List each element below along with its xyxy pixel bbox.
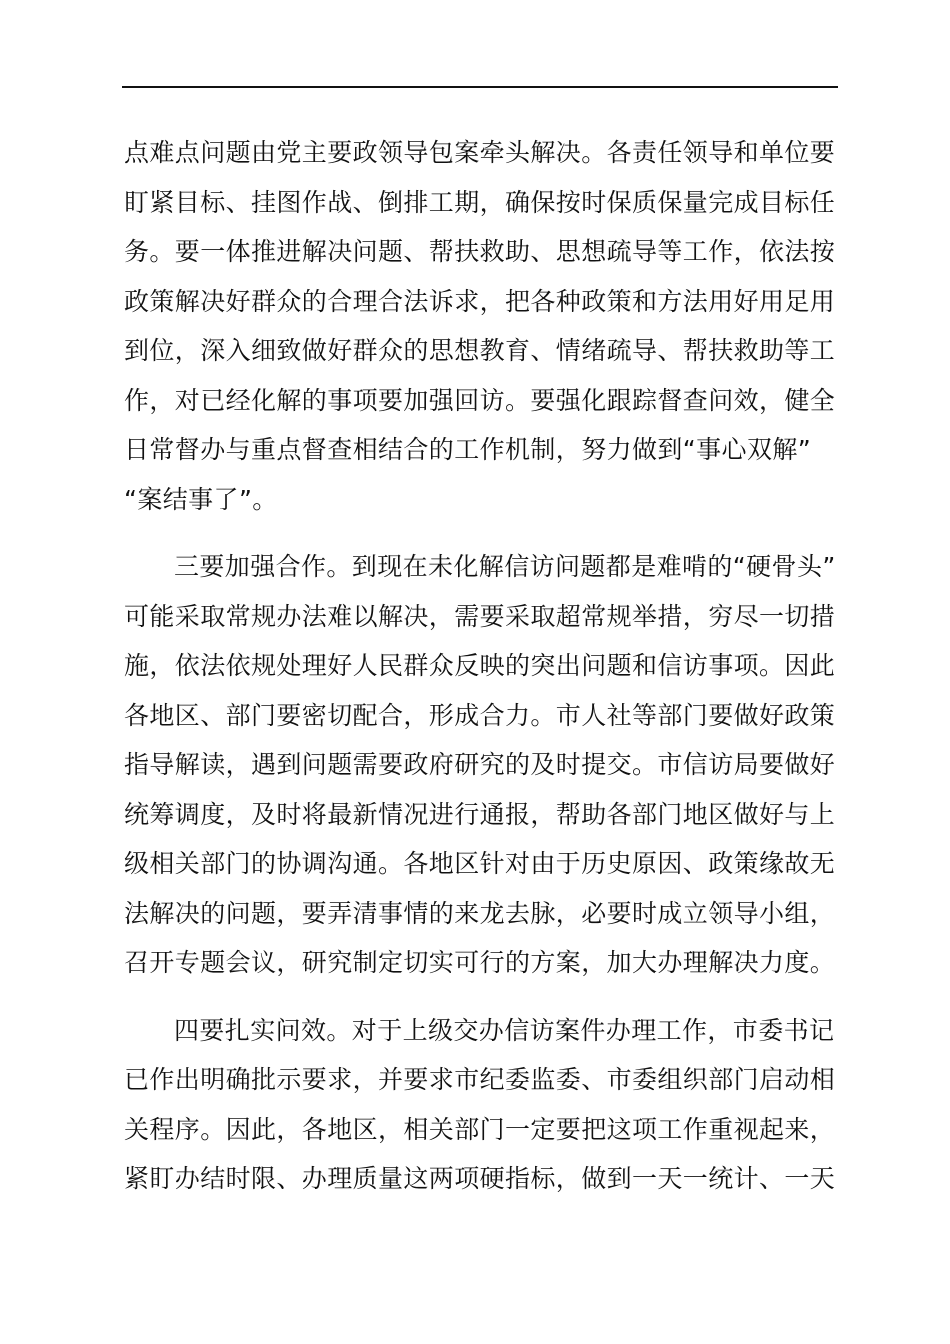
header-rule <box>122 86 838 88</box>
paragraph-gap <box>124 524 838 542</box>
text-line: 级相关部门的协调沟通。各地区针对由于历史原因、政策缘故无 <box>124 849 836 878</box>
text-line: 法解决的问题，要弄清事情的来龙去脉，必要时成立领导小组， <box>124 898 836 928</box>
text-line: 施，依法依规处理好人民群众反映的突出问题和信访事项。因此 <box>124 651 836 680</box>
text-line: 紧盯办结时限、办理质量这两项硬指标，做到一天一统计、一天 <box>124 1164 836 1193</box>
text-line: 盯紧目标、挂图作战、倒排工期，确保按时保质保量完成目标任 <box>124 187 836 217</box>
text-line: “案结事了”。 <box>124 484 278 514</box>
text-line: 务。要一体推进解决问题、帮扶救助、思想疏导等工作，依法按 <box>124 237 836 266</box>
text-line: 各地区、部门要密切配合，形成合力。市人社等部门要做好政策 <box>124 700 836 730</box>
text-line: 召开专题会议，研究制定切实可行的方案，加大办理解决力度。 <box>124 948 836 977</box>
text-line: 可能采取常规办法难以解决，需要采取超常规举措，穷尽一切措 <box>124 601 836 631</box>
text-line: 关程序。因此，各地区，相关部门一定要把这项工作重视起来， <box>124 1114 836 1144</box>
text-line: 作，对已经化解的事项要加强回访。要强化跟踪督查问效，健全 <box>124 385 836 415</box>
text-line: 日常督办与重点督查相结合的工作机制，努力做到“事心双解” <box>124 435 812 464</box>
paragraph-gap <box>124 988 838 1006</box>
text-line: 三要加强合作。到现在未化解信访问题都是难啃的“硬骨头” <box>174 552 836 581</box>
text-line: 已作出明确批示要求，并要求市纪委监委、市委组织部门启动相 <box>124 1065 836 1094</box>
paragraph-3 <box>124 1006 838 1204</box>
text-line: 四要扎实问效。对于上级交办信访案件办理工作，市委书记 <box>174 1015 835 1045</box>
paragraph-1 <box>124 128 838 524</box>
text-line: 指导解读，遇到问题需要政府研究的及时提交。市信访局要做好 <box>124 750 836 779</box>
text-line: 统筹调度，及时将最新情况进行通报，帮助各部门地区做好与上 <box>124 799 836 829</box>
document-body <box>124 128 838 1204</box>
paragraph-2 <box>124 542 838 988</box>
text-line: 到位，深入细致做好群众的思想教育、情绪疏导、帮扶救助等工 <box>124 336 836 365</box>
text-line: 政策解决好群众的合理合法诉求，把各种政策和方法用好用足用 <box>124 286 836 316</box>
text-line: 点难点问题由党主要政领导包案牵头解决。各责任领导和单位要 <box>124 138 836 167</box>
